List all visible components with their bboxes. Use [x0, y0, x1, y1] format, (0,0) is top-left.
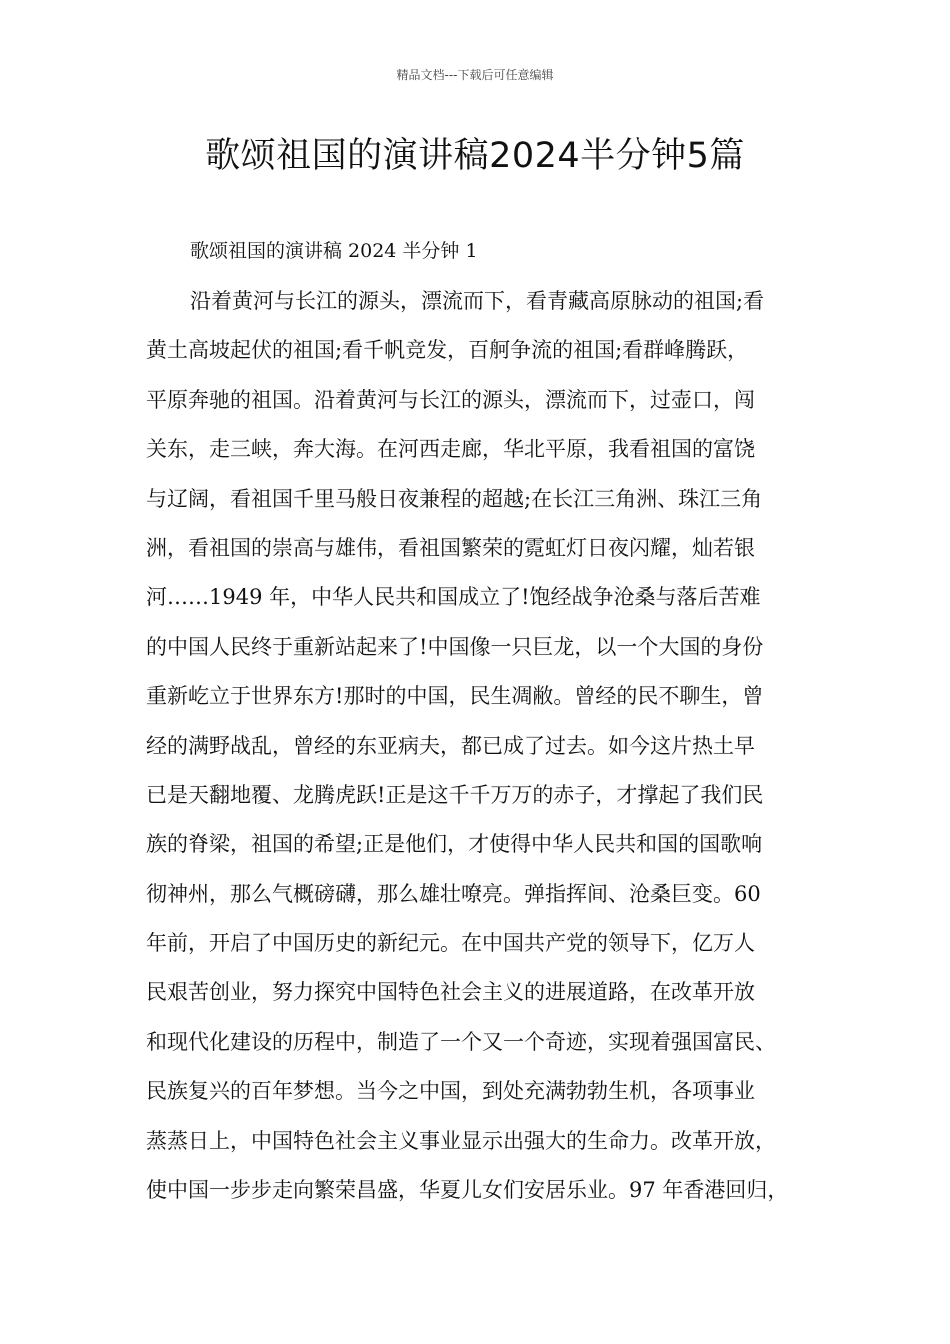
paragraph-line: 关东，走三峡，奔大海。在河西走廊，华北平原，我看祖国的富饶 — [146, 437, 755, 462]
body-paragraph — [146, 286, 826, 1224]
paragraph-line: 族的脊梁，祖国的希望;正是他们，才使得中华人民共和国的国歌响 — [146, 832, 763, 857]
paragraph-line: 河……1949 年，中华人民共和国成立了!饱经战争沧桑与落后苦难 — [146, 585, 761, 610]
document-title: 歌颂祖国的演讲稿2024半分钟5篇 — [205, 136, 745, 176]
paragraph-line: 和现代化建设的历程中，制造了一个又一个奇迹，实现着强国富民、 — [146, 1029, 776, 1054]
paragraph-line: 沿着黄河与长江的源头，漂流而下，看青藏高原脉动的祖国;看 — [190, 289, 765, 313]
paragraph-line: 经的满野战乱，曾经的东亚病夫，都已成了过去。如今这片热土早 — [146, 733, 755, 758]
paragraph-line: 使中国一步步走向繁荣昌盛，华夏儿女们安居乐业。97 年香港回归， — [146, 1178, 789, 1203]
paragraph-line: 蒸蒸日上，中国特色社会主义事业显示出强大的生命力。改革开放， — [146, 1128, 776, 1153]
paragraph-line: 彻神州，那么气概磅礴，那么雄壮嘹亮。弹指挥间、沧桑巨变。60 — [146, 881, 761, 906]
paragraph-line: 的中国人民终于重新站起来了!中国像一只巨龙，以一个大国的身份 — [146, 634, 764, 659]
paragraph-line: 已是天翻地覆、龙腾虎跃!正是这千千万万的赤子，才撑起了我们民 — [146, 782, 764, 807]
paragraph-line: 民族复兴的百年梦想。当今之中国，到处充满勃勃生机，各项事业 — [146, 1079, 755, 1104]
paragraph-line: 年前，开启了中国历史的新纪元。在中国共产党的领导下，亿万人 — [146, 931, 755, 956]
paragraph-line: 民艰苦创业，努力探究中国特色社会主义的进展道路，在改革开放 — [146, 980, 755, 1005]
section-heading: 歌颂祖国的演讲稿 2024 半分钟 1 — [190, 240, 478, 262]
paragraph-line: 洲，看祖国的崇高与雄伟，看祖国繁荣的霓虹灯日夜闪耀，灿若银 — [146, 535, 755, 560]
paragraph-line: 平原奔驰的祖国。沿着黄河与长江的源头，漂流而下，过壶口，闯 — [146, 387, 755, 412]
paragraph-line: 黄土高坡起伏的祖国;看千帆竞发，百舸争流的祖国;看群峰腾跃， — [146, 338, 749, 363]
paragraph-line: 与辽阔，看祖国千里马般日夜兼程的超越;在长江三角洲、珠江三角 — [146, 486, 763, 511]
page-header-note: 精品文档---下载后可任意编辑 — [396, 68, 554, 82]
paragraph-line: 重新屹立于世界东方!那时的中国，民生凋敝。曾经的民不聊生，曾 — [146, 684, 764, 709]
